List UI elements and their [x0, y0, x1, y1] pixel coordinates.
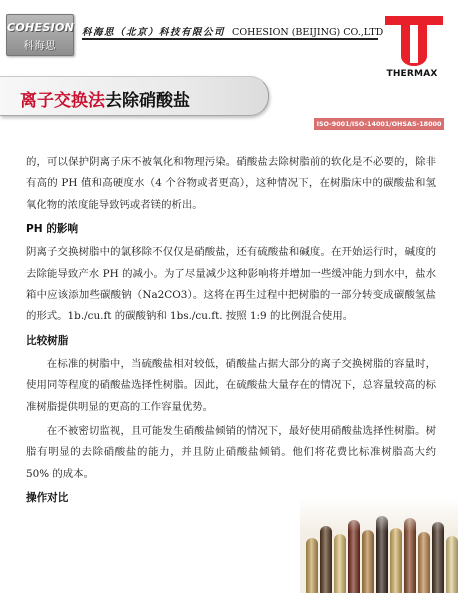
document-body — [26, 152, 436, 511]
body-paragraph: 在标准的树脂中，当硫酸盐相对较低，硝酸盐占据大部分的离子交换树脂的容量时，使用同等程度的硝酸盐选择性树脂。因此，在硫酸盐大量存在的情况下，总容量较高的标准树脂提供明显的更高的工作容量优势。 — [26, 357, 436, 413]
cohesion-logo — [6, 14, 74, 56]
company-name-line — [82, 24, 383, 38]
body-paragraph: 在不被密切监视，且可能发生硝酸盐倾销的情况下，最好使用硝酸盐选择性树脂。树脂有明显的去除硝酸盐的能力，并且防止硝酸盐倾销。他们将花费比标准树脂高大约 50% 的成本。 — [26, 425, 436, 480]
body-paragraph: 的，可以保护阴离子床不被氧化和物理污染。硝酸盐去除树脂前的软化是不必要的，除非有高的 PH 值和高硬度水（4 个谷物或者更高），这种情况下，在树脂床中的碳酸盐和氢氧化物的浓度能导致钙或者镁的析出。 — [26, 156, 436, 211]
thermax-logo-text: THERMAX — [386, 69, 438, 79]
page-title-rest: 去除硝酸盐 — [105, 91, 190, 111]
logo-english-text: COHESION — [7, 21, 75, 34]
body-paragraph: 阴离子交换树脂中的氯移除不仅仅是硝酸盐，还有硫酸盐和碱度。在开始运行时，碱度的去除能导致产水 PH 的减小。为了尽量减少这种影响将并增加一些缓冲能力到水中，盐水箱中应该添加些碳酸钠（Na2CO3）。这将在再生过程中把树脂的一部分转变成碳酸氢盐的形式。1b./cu.ft 的碳酸钠和 1bs./cu.ft. 按照 1:9 的比例混合使用。 — [26, 246, 436, 323]
page-title — [20, 86, 190, 111]
title-banner — [0, 76, 269, 116]
header-divider — [82, 38, 378, 40]
logo-chinese-text: 科海思 — [23, 41, 57, 52]
iso-certification-badge: ISO-9001/ISO-14001/OHSAS-18000 — [314, 118, 444, 130]
section-heading-operation: 操作对比 — [26, 492, 69, 505]
section-heading-ph: PH 的影响 — [26, 223, 79, 236]
page-title-highlight: 离子交换法 — [20, 91, 105, 111]
company-name-cn: 科海思（北京）科技有限公司 — [82, 27, 226, 38]
thermax-logo-icon — [381, 12, 447, 68]
section-heading-compare-resin: 比较树脂 — [26, 334, 69, 347]
company-name-en: COHESION (BEIJING) CO.,LTD — [232, 27, 384, 38]
resin-sample-tubes-image — [300, 498, 458, 593]
